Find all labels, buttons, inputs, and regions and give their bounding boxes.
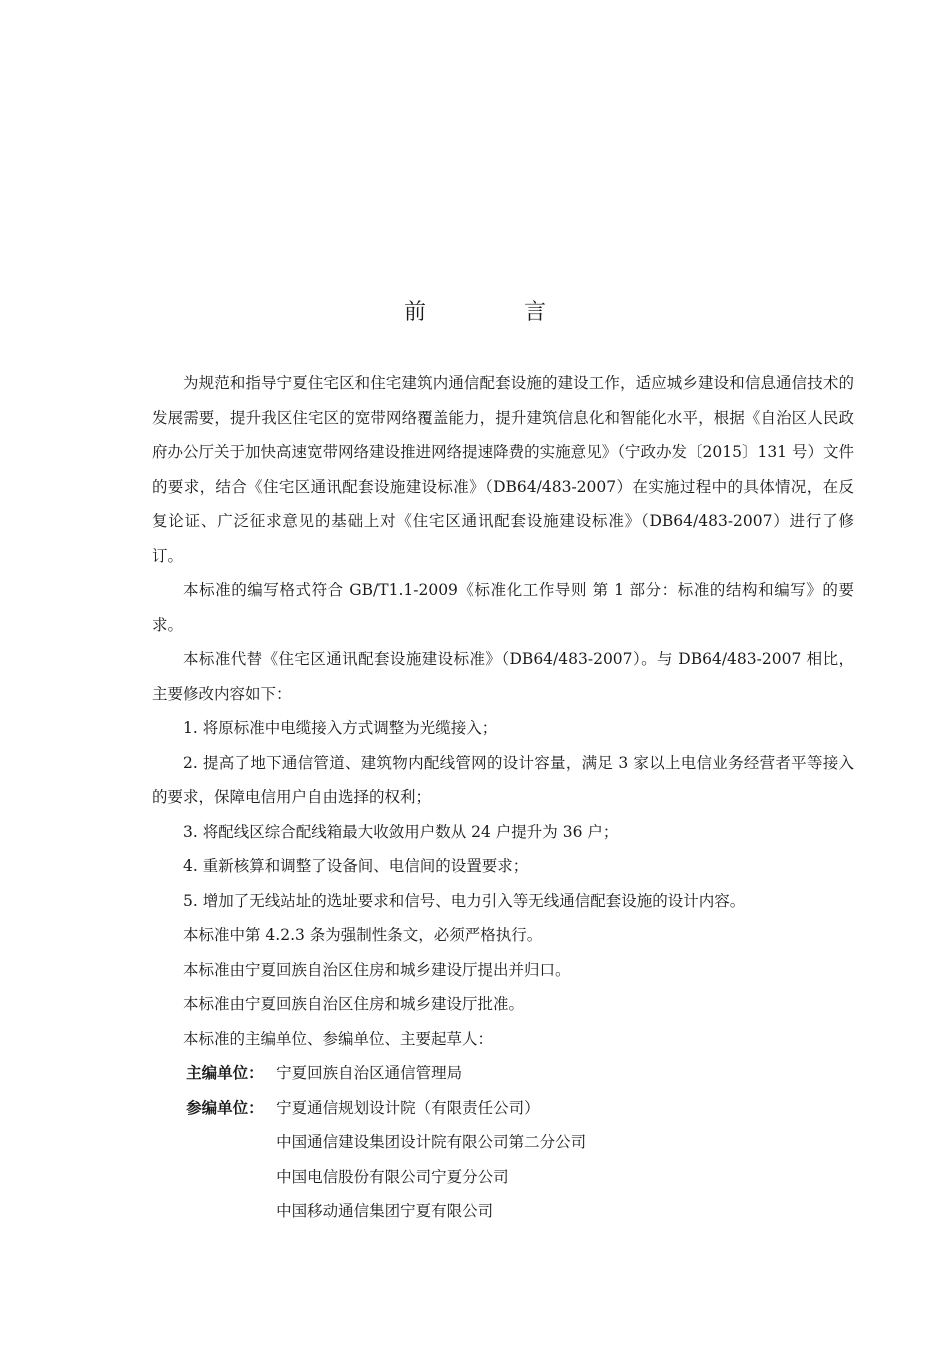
- participant-name: 宁夏通信规划设计院（有限责任公司）: [276, 1098, 540, 1117]
- statement-units: 本标准的主编单位、参编单位、主要起草人：: [183, 1029, 494, 1048]
- paragraph-intro: 为规范和指导宁夏住宅区和住宅建筑内通信配套设施的建设工作，适应城乡建设和信息通信技术的发展需要，提升我区住宅区的宽带网络覆盖能力，提升建筑信息化和智能化水平，根据《自治区人民政府办公厅关于加快高速宽带网络建设推进网络提速降费的实施意见》（宁政办发〔2015〕131 号）文件的要求，结合《住宅区通讯配套设施建设标准》（DB64/483-2007）在实施过程中的具体情况，在反复论证、广泛征求意见的基础上对《住宅区通讯配套设施建设标准》（DB64/483-2007）进行了修订。: [152, 374, 854, 565]
- participant-name: 中国通信建设集团设计院有限公司第二分公司: [276, 1133, 587, 1151]
- paragraph-format: 本标准的编写格式符合 GB/T1.1-2009《标准化工作导则 第 1 部分：标准的结构和编写》的要求。: [152, 581, 854, 634]
- foreword-body: [152, 366, 854, 1229]
- change-item-3: 3. 将配线区综合配线箱最大收敛用户数从 24 户提升为 36 户；: [183, 822, 619, 841]
- participants-label: 参编单位：: [186, 1098, 264, 1117]
- statement-mandatory: 本标准中第 4.2.3 条为强制性条文，必须严格执行。: [183, 926, 543, 944]
- change-item-5: 5. 增加了无线站址的选址要求和信号、电力引入等无线通信配套设施的设计内容。: [183, 891, 746, 910]
- participant-name: 中国移动通信集团宁夏有限公司: [276, 1202, 494, 1220]
- participants-list: [276, 1091, 586, 1229]
- change-item-2: 2. 提高了地下通信管道、建筑物内配线管网的设计容量，满足 3 家以上电信业务经营者平等接入的要求，保障电信用户自由选择的权利；: [152, 753, 854, 806]
- chief-editor-name: 宁夏回族自治区通信管理局: [276, 1064, 463, 1082]
- change-item-1: 1. 将原标准中电缆接入方式调整为光缆接入；: [183, 719, 498, 737]
- participants-row: [152, 1091, 854, 1229]
- paragraph-replaces: 本标准代替《住宅区通讯配套设施建设标准》（DB64/483-2007）。与 DB64/483-2007 相比，主要修改内容如下：: [152, 650, 854, 703]
- page-title: 前 言: [403, 299, 584, 325]
- statement-proposed: 本标准由宁夏回族自治区住房和城乡建设厅提出并归口。: [183, 960, 571, 979]
- participant-name: 中国电信股份有限公司宁夏分公司: [276, 1167, 509, 1186]
- chief-editor-label: 主编单位：: [186, 1064, 264, 1082]
- chief-editor-row: [152, 1056, 854, 1091]
- statement-approved: 本标准由宁夏回族自治区住房和城乡建设厅批准。: [183, 995, 525, 1013]
- change-item-4: 4. 重新核算和调整了设备间、电信间的设置要求；: [183, 857, 529, 875]
